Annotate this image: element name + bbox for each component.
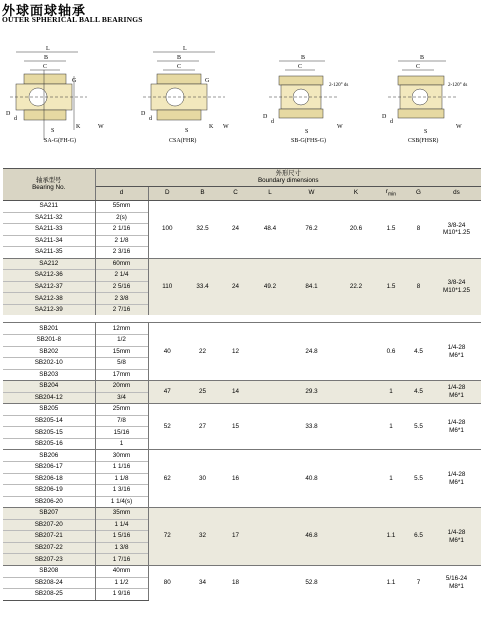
bearing-no-cell: SA211-33: [3, 224, 95, 236]
dim-label-ds: 2-120° ds: [448, 83, 468, 88]
dim-w-cell: 46.8: [288, 508, 335, 566]
bearing-no-cell: SA212-37: [3, 281, 95, 293]
dims-header-cn: 外形尺寸: [275, 170, 301, 178]
bore-d-cell: 60mm: [95, 258, 148, 270]
table-body: [3, 201, 481, 601]
dim-label-b: B: [177, 55, 182, 61]
dim-d-cell: 100: [148, 201, 186, 259]
dim-b-cell: 34: [186, 565, 219, 600]
diagram-caption: SB-G(FHS-G): [291, 138, 327, 144]
dim-label-b: B: [44, 55, 49, 61]
bore-d-cell: 20mm: [95, 381, 148, 393]
dim-label-d-inner: d: [149, 116, 152, 122]
dim-b-cell: 25: [186, 381, 219, 404]
dim-label-d-outer: D: [263, 114, 268, 120]
dim-l-cell: [252, 450, 288, 508]
dim-c-cell: 16: [219, 450, 252, 508]
thread-spec-line: M6*1: [449, 536, 464, 544]
dim-b-cell: 32: [186, 508, 219, 566]
dim-r-cell: 1.5: [377, 258, 405, 315]
bore-d-cell: 2 3/8: [95, 293, 148, 305]
dim-l-cell: [252, 381, 288, 404]
dim-w-cell: 40.8: [288, 450, 335, 508]
bearing-no-cell: SB207-21: [3, 531, 95, 543]
diagram-csb: [378, 40, 483, 155]
thread-spec-line: M10*1.25: [443, 229, 470, 237]
col-header-r-min: [377, 187, 405, 201]
dim-label-s: S: [51, 128, 55, 134]
bearing-no-cell: SA212: [3, 258, 95, 270]
dim-label-c: C: [298, 64, 303, 70]
dim-w-cell: 29.3: [288, 381, 335, 404]
dim-r-cell: 1.1: [377, 565, 405, 600]
table-row: [3, 565, 481, 577]
dim-d-cell: 110: [148, 258, 186, 315]
thread-spec-line: 1/4-28: [447, 343, 466, 351]
dim-label-d-outer: D: [6, 111, 11, 117]
dim-label-l: L: [183, 46, 187, 52]
dim-r-cell: 1: [377, 450, 405, 508]
table-row: [3, 450, 481, 462]
dim-r-cell: 1: [377, 381, 405, 404]
col-header-ds: ds: [432, 187, 481, 201]
dim-ds-cell: [432, 258, 481, 315]
thread-spec-line: 3/8-24: [447, 221, 466, 229]
dim-ds-cell: [432, 508, 481, 566]
bore-d-cell: 17mm: [95, 369, 148, 381]
bearing-no-cell: SB206-19: [3, 485, 95, 497]
thread-spec-line: M6*1: [449, 351, 464, 359]
bearing-no-cell: SA211: [3, 201, 95, 213]
dim-g-cell: 4.5: [405, 323, 432, 381]
dim-g-cell: 5.5: [405, 404, 432, 450]
page-title-cn: 外球面球轴承: [2, 4, 87, 19]
thread-spec-line: M6*1: [449, 426, 464, 434]
dim-ds-cell: [432, 404, 481, 450]
dim-g-cell: 8: [405, 258, 432, 315]
bearing-no-cell: SB206-17: [3, 462, 95, 474]
diagram-sb-g: [255, 40, 365, 155]
dim-d-cell: 47: [148, 381, 186, 404]
bearing-no-cell: SB202: [3, 346, 95, 358]
dim-label-b: B: [301, 55, 306, 61]
bore-d-cell: 1 9/16: [95, 589, 148, 601]
bearing-no-cell: SA211-32: [3, 212, 95, 224]
bearing-no-cell: SB207-20: [3, 519, 95, 531]
dim-d-cell: 40: [148, 323, 186, 381]
thread-spec-line: 1/4-28: [447, 384, 466, 392]
bore-d-cell: 30mm: [95, 450, 148, 462]
dim-c-cell: 15: [219, 404, 252, 450]
dim-r-cell: 1.1: [377, 508, 405, 566]
dim-d-cell: 80: [148, 565, 186, 600]
dim-b-cell: 27: [186, 404, 219, 450]
dims-header-en: Boundary dimensions: [257, 176, 319, 184]
dim-r-cell: 1.5: [377, 201, 405, 259]
dim-c-cell: 14: [219, 381, 252, 404]
table-row: [3, 323, 481, 335]
bearing-no-cell: SB202-10: [3, 358, 95, 370]
dim-w-cell: 24.8: [288, 323, 335, 381]
bearing-no-header-cn: 轴承型号: [36, 177, 62, 185]
col-header-k: K: [335, 187, 377, 201]
bore-d-cell: 2 1/8: [95, 235, 148, 247]
bore-d-cell: 2 5/16: [95, 281, 148, 293]
dim-k-cell: [335, 508, 377, 566]
bore-d-cell: 2 3/16: [95, 247, 148, 259]
bore-d-cell: 40mm: [95, 565, 148, 577]
dim-label-d-inner: d: [390, 119, 393, 125]
bearing-no-cell: SA211-35: [3, 247, 95, 259]
dim-l-cell: 48.4: [252, 201, 288, 259]
bearing-no-cell: SB206-18: [3, 473, 95, 485]
dim-g-cell: 5.5: [405, 450, 432, 508]
dim-l-cell: [252, 323, 288, 381]
section-spacer: [3, 315, 481, 323]
bearing-no-cell: SB207: [3, 508, 95, 520]
bore-d-cell: 15mm: [95, 346, 148, 358]
bore-d-cell: 1 1/4: [95, 519, 148, 531]
dim-d-cell: 52: [148, 404, 186, 450]
bore-d-cell: 1 1/2: [95, 577, 148, 589]
bearing-diagrams: [0, 40, 485, 155]
bearing-no-header-en: Bearing No.: [32, 183, 66, 191]
bore-d-cell: 2 1/16: [95, 224, 148, 236]
bearing-spec-table: [3, 168, 481, 601]
dim-b-cell: 22: [186, 323, 219, 381]
dim-w-cell: 52.8: [288, 565, 335, 600]
bearing-no-header: [3, 169, 95, 201]
bearing-no-cell: SB206: [3, 450, 95, 462]
dim-d-cell: 72: [148, 508, 186, 566]
dim-label-b: B: [420, 55, 425, 61]
table-row: [3, 381, 481, 393]
bearing-no-cell: SB208: [3, 565, 95, 577]
bore-d-cell: 1: [95, 438, 148, 450]
bearing-no-cell: SB203: [3, 369, 95, 381]
bearing-no-cell: SB206-20: [3, 496, 95, 508]
dim-k-cell: [335, 323, 377, 381]
dim-label-w: W: [456, 124, 462, 130]
table-row: [3, 201, 481, 213]
bore-d-cell: 55mm: [95, 201, 148, 213]
dim-r-cell: 1: [377, 404, 405, 450]
bore-d-cell: 1/2: [95, 335, 148, 347]
dim-ds-cell: [432, 323, 481, 381]
bearing-no-cell: SB201-8: [3, 335, 95, 347]
bore-d-cell: 1 1/4(s): [95, 496, 148, 508]
dim-k-cell: [335, 381, 377, 404]
bore-d-cell: 15/16: [95, 427, 148, 439]
bearing-no-cell: SB207-22: [3, 542, 95, 554]
bearing-no-cell: SB201: [3, 323, 95, 335]
dim-label-k: K: [209, 124, 214, 130]
dim-label-c: C: [416, 64, 421, 70]
dim-l-cell: 49.2: [252, 258, 288, 315]
bearing-no-cell: SB205: [3, 404, 95, 416]
thread-spec-line: 1/4-28: [447, 528, 466, 536]
diagram-csa-drawing: [135, 40, 235, 150]
dim-label-w: W: [98, 124, 104, 130]
dim-label-d-inner: d: [14, 116, 17, 122]
dim-label-l: L: [46, 46, 50, 52]
thread-spec-line: 3/8-24: [447, 279, 466, 287]
dim-d-cell: 62: [148, 450, 186, 508]
diagram-sb-g-drawing: [255, 40, 365, 150]
dim-w-cell: 76.2: [288, 201, 335, 259]
bearing-no-cell: SA212-38: [3, 293, 95, 305]
bore-d-cell: 7/8: [95, 415, 148, 427]
dim-label-w: W: [337, 124, 343, 130]
dim-g-cell: 7: [405, 565, 432, 600]
thread-spec-line: 1/4-28: [447, 470, 466, 478]
bore-d-cell: 3/4: [95, 392, 148, 404]
col-header-d: d: [95, 187, 148, 201]
col-header-b: B: [186, 187, 219, 201]
dim-l-cell: [252, 404, 288, 450]
diagram-caption: CSB(FHSR): [408, 138, 439, 144]
diagram-sa-g: [2, 40, 117, 155]
dim-label-g: G: [72, 78, 77, 84]
bearing-no-cell: SB207-23: [3, 554, 95, 566]
bore-d-cell: 5/8: [95, 358, 148, 370]
dim-b-cell: 30: [186, 450, 219, 508]
dim-c-cell: 24: [219, 201, 252, 259]
bearing-no-cell: SB208-25: [3, 589, 95, 601]
boundary-dimensions-header: [95, 169, 481, 187]
thread-spec-line: 1/4-28: [447, 419, 466, 427]
bearing-no-cell: SA212-36: [3, 270, 95, 282]
dim-w-cell: 33.8: [288, 404, 335, 450]
dim-label-c: C: [177, 64, 182, 70]
dim-l-cell: [252, 565, 288, 600]
dim-c-cell: 12: [219, 323, 252, 381]
dim-label-d-outer: D: [382, 114, 387, 120]
thread-spec-line: M8*1: [449, 583, 464, 591]
table-row: [3, 258, 481, 270]
dim-b-cell: 33.4: [186, 258, 219, 315]
table-row: [3, 508, 481, 520]
col-header-g: G: [405, 187, 432, 201]
col-header-w: W: [288, 187, 335, 201]
bore-d-cell: 2(s): [95, 212, 148, 224]
bearing-no-cell: SB205-14: [3, 415, 95, 427]
dim-c-cell: 18: [219, 565, 252, 600]
dim-ds-cell: [432, 201, 481, 259]
thread-spec-line: M6*1: [449, 478, 464, 486]
dim-label-c: C: [43, 64, 48, 70]
dim-l-cell: [252, 508, 288, 566]
dim-label-g: G: [205, 78, 210, 84]
dim-label-w: W: [223, 124, 229, 130]
bore-d-cell: 2 7/16: [95, 304, 148, 315]
dim-k-cell: [335, 404, 377, 450]
dim-g-cell: 4.5: [405, 381, 432, 404]
bore-d-cell: 35mm: [95, 508, 148, 520]
bore-d-cell: 25mm: [95, 404, 148, 416]
diagram-csb-drawing: [378, 40, 483, 150]
bearing-no-cell: SB204: [3, 381, 95, 393]
bore-d-cell: 1 7/16: [95, 554, 148, 566]
thread-spec-line: 5/16-24: [445, 575, 468, 583]
col-header-r: r: [385, 188, 389, 196]
col-header-l: L: [252, 187, 288, 201]
diagram-sa-g-drawing: [2, 40, 117, 150]
dim-ds-cell: [432, 450, 481, 508]
bore-d-cell: 1 1/16: [95, 462, 148, 474]
dim-k-cell: 20.6: [335, 201, 377, 259]
bearing-no-cell: SB205-15: [3, 427, 95, 439]
bore-d-cell: 2 1/4: [95, 270, 148, 282]
diagram-csa: [135, 40, 235, 155]
dim-ds-cell: [432, 381, 481, 404]
table-row: [3, 404, 481, 416]
bore-d-cell: 1 3/16: [95, 485, 148, 497]
dim-label-d-outer: D: [141, 111, 146, 117]
bearing-no-cell: SB208-24: [3, 577, 95, 589]
dim-ds-cell: [432, 565, 481, 600]
dim-w-cell: 84.1: [288, 258, 335, 315]
bearing-no-cell: SA211-34: [3, 235, 95, 247]
col-header-outer-d: D: [148, 187, 186, 201]
diagram-caption: SA-G(FH-G): [44, 138, 76, 144]
dim-label-ds: 2-120° ds: [329, 83, 349, 88]
thread-spec-line: M10*1.25: [443, 287, 470, 295]
dim-c-cell: 24: [219, 258, 252, 315]
dim-r-cell: 0.6: [377, 323, 405, 381]
dim-b-cell: 32.5: [186, 201, 219, 259]
dim-g-cell: 6.5: [405, 508, 432, 566]
thread-spec-line: M6*1: [449, 392, 464, 400]
dim-k-cell: [335, 565, 377, 600]
dim-label-k: K: [76, 124, 81, 130]
dim-label-s: S: [305, 129, 309, 135]
bore-d-cell: 1 5/16: [95, 531, 148, 543]
page-title-en: OUTER SPHERICAL BALL BEARINGS: [2, 15, 143, 24]
dim-k-cell: [335, 450, 377, 508]
bore-d-cell: 12mm: [95, 323, 148, 335]
col-header-min: min: [388, 191, 397, 198]
bore-d-cell: 1 3/8: [95, 542, 148, 554]
bearing-no-cell: SB205-16: [3, 438, 95, 450]
bearing-no-cell: SA212-39: [3, 304, 95, 315]
diagram-caption: CSA(FHR): [169, 138, 197, 144]
bearing-no-cell: SB204-12: [3, 392, 95, 404]
dim-c-cell: 17: [219, 508, 252, 566]
dim-g-cell: 8: [405, 201, 432, 259]
dim-k-cell: 22.2: [335, 258, 377, 315]
bore-d-cell: 1 1/8: [95, 473, 148, 485]
dim-label-s: S: [185, 128, 189, 134]
col-header-c: C: [219, 187, 252, 201]
dim-label-d-inner: d: [271, 119, 274, 125]
dim-label-s: S: [424, 129, 428, 135]
